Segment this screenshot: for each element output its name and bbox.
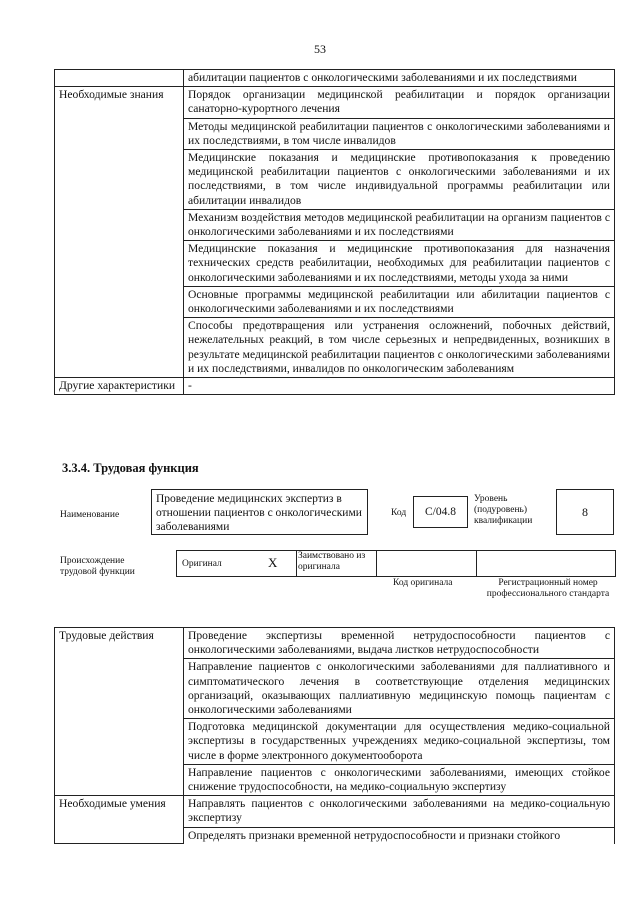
table-cell: Методы медицинской реабилитации пациентов с онкологическими заболеваниями и их последствиями, в том числе инвалидов [184,118,615,149]
level-label: Уровень (подуровень) квалификации [474,494,533,526]
table-row [55,378,615,395]
table-cell: Медицинские показания и медицинские противопоказания для назначения технических средств реабилитации, необходимых для реабилитации пациентов с онкологическими заболеваниями и их последствиями, методы ухода за ними [184,241,615,287]
row-label-required-knowledge: Необходимые знания [55,87,184,378]
section-heading: 3.3.4. Трудовая функция [62,461,199,475]
requirements-table-bottom [54,627,615,844]
table-cell: Проведение экспертизы временной нетрудоспособности пациентов с онкологическими заболеваниями, выдача листков нетрудоспособности [184,628,615,659]
row-label-labor-actions: Трудовые действия [55,628,184,796]
original-code-cell [376,551,477,576]
name-label: Наименование [60,510,120,520]
page-number: 53 [314,42,326,56]
table-cell: Механизм воздействия методов медицинской реабилитации на организм пациентов с онкологическими заболеваниями и их последствиями [184,209,615,240]
row-label-empty [55,70,184,87]
table-cell: Медицинские показания и медицинские противопоказания к проведению медицинской реабилитации пациентов с онкологическими заболеваниями и их последствиями, в том числе индивидуальной программы реабилитации или абилитации инвалидов [184,150,615,210]
registration-number-caption: Регистрационный номер профессионального стандарта [486,578,610,599]
row-label-other-characteristics: Другие характеристики [55,378,184,395]
qualification-level-value: 8 [556,489,614,535]
origin-label: Происхождение трудовой функции [60,556,135,577]
original-mark: X [268,555,278,570]
original-label: Оригинал [182,559,222,569]
table-row [55,796,615,827]
table-cell: Порядок организации медицинской реабилитации и порядок организации санаторно-курортного лечения [184,87,615,118]
table-cell: Основные программы медицинской реабилитации или абилитации пациентов с онкологическими заболеваниями и их последствиями [184,286,615,317]
table-row [55,70,615,87]
table-cell: Направление пациентов с онкологическими заболеваниями, имеющих стойкое снижение трудоспособности, на медико-социальную экспертизу [184,764,615,795]
code-label: Код [391,508,407,518]
table-cell: Определять признаки временной нетрудоспособности и признаки стойкого [184,827,615,844]
row-label-required-skills: Необходимые умения [55,796,184,844]
table-cell: абилитации пациентов с онкологическими заболеваниями и их последствиями [184,70,615,87]
table-row [55,87,615,118]
table-cell: Подготовка медицинской документации для осуществления медико-социальной экспертизы в государственных учреждениях медико-социальной экспертизы, том числе в форме электронного документооборота [184,719,615,765]
table-cell: Направление пациентов с онкологическими заболеваниями для паллиативного и симптоматического лечения в соответствующие отделения медицинских организаций, оказывающих паллиативную медицинскую помощь пациентам с онкологическими заболеваниями [184,659,615,719]
original-code-caption: Код оригинала [393,578,453,588]
borrowed-label: Заимствовано из оригинала [298,551,366,572]
table-cell: - [184,378,615,395]
table-row [55,628,615,659]
function-code-value: C/04.8 [413,496,468,528]
table-cell: Способы предотвращения или устранения осложнений, побочных действий, нежелательных реакций, в том числе серьезных и непредвиденных, возникших в результате медицинской реабилитации пациентов с онкологическими заболеваниями и их последствиями, инвалидов по онкологическим заболеваниям [184,318,615,378]
requirements-table-top [54,69,615,395]
function-name-value: Проведение медицинских экспертиз в отношении пациентов с онкологическими заболеваниями [151,489,368,535]
table-cell: Направлять пациентов с онкологическими заболеваниями на медико-социальную экспертизу [184,796,615,827]
